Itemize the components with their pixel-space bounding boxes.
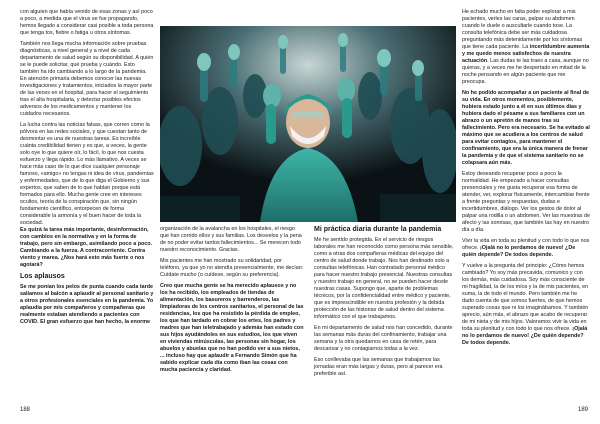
left-paragraph-4: Se me ponían los pelos de punta cuando cada tarde salíamos al balcón a aplaudir al personal sanitario y a otros profesionales esenciales en la pandemia. Yo aplaudía por mis compañeros y compañeras que realmente estaban atendiendo a pacientes con COVID. El gran esfuerzo que han hecho, la enorme <box>20 284 154 325</box>
center-column <box>314 226 456 382</box>
page-number-right: 189 <box>577 407 588 413</box>
middle-column <box>160 226 304 378</box>
left-column <box>20 9 154 330</box>
right-paragraph-2: No he podido acompañar a un paciente al final de su vida. En otros momentos, posiblemente, hubiera estado junto a él en sus últimos días y hubiera dado el pésame a sus familiares con un abrazo o un apretón de manos tras su fallecimiento. Pero era necesario. Se ha evitado al máximo que se acudiera a los centros de salud para evitar contagios, para mantener el confinamiento, que era la única manera de frenar la pandemia y de que el sistema sanitario no se colapsara aún más. <box>462 90 590 166</box>
left-paragraph-2b: En atención primaria debemos conocer las nuevas investigaciones y tratamientos, iniciados la mayor parte de las veces en el hospital, para hacer el seguimiento tras el alta hospitalaria, y detectar posibles efectos adversos de los medicamentos y mantener los cuidados necesarios. <box>20 76 153 117</box>
middle-paragraph-2: Mis pacientes me han mostrado su solidaridad, por teléfono, ya que yo no atendía presencialmente, me decían: Cuídate mucho (o cuídese, según su preferencia). <box>160 258 304 278</box>
left-paragraph-3-bold: Es quizá la tarea más importante, desinformación, con cambios en la normativa y en la forma de trabajo, pero sin embargo, asimilando poco a poco. Cambiando a la fuerza. A contracorriente. Contra viento y marea. ¿Nos hará esto más fuerte o nos agotará? <box>20 227 153 268</box>
section-heading-practica: Mi práctica diaria durante la pandemia <box>314 226 442 233</box>
page-number-left: 188 <box>20 407 31 413</box>
section-heading-aplausos: Los aplausos <box>20 273 65 280</box>
left-paragraph-3: La lucha contra las noticias falsas, que corren como la pólvora en las redes sociales, y que cuestan tanto de desmontar es una de nuestras tareas. Es increíble cuánta credibilidad tienen y es que, a veces, la gente solo oye lo que quiere oír, lo fácil, lo que nos cuesta esfuerzo y llega rápido. Lo más llamativo. A veces se hace más caso de lo que dice cualquier personaje famoso, «amigo» no tengas ni idea de virus, pandemias y enfermedades, que de lo que diga el Gobierno y sus expertos, que saben de lo que hablan porque está formados para ello. Mucha gente cree en intereses ocultos, teoría de la conspiración que, sin ningún fundamento científico, entorpecen de forma considerable la armonía y el buen hacer de toda la sociedad. <box>20 122 154 226</box>
right-paragraph-3: Estoy deseando recuperar poco a poco la normalidad. He empezado a hacer consultas presenciales y me gusta recuperar esa forma de atender, ver, explorar físicamente, intercambiar frente a frente preguntas y respuestas, dudas e incertidumbres, diálogo. Ver los gestos de dolor al palpar una rodilla o un abdomen. Ver las muestras de afecto y las sonrisas, que también las hay en nuestro día a día. <box>462 171 590 233</box>
center-paragraph-2: En mi departamento de salud nos han concedido, durante las semanas más duras del confinamiento, trabajar una semana y la otra quedarnos en casa de retén, para descansar y no contagiarnos todas a la vez. <box>314 325 453 352</box>
right-column <box>462 9 590 351</box>
right-paragraph-5: Y vuelve a la pregunta del principio: ¿Cómo hemos cambiado? Yo soy más precavida, comunico y con los demás, más cuidadosa. Soy más consciente de mi fragilidad, la de los míos y la de mis pacientes, en suma, la de todo el mundo. Pero también me he dado cuenta de que somos fuertes, de que hemos superado cosas que ni los imaginábamos. Y también aprecio, aún más, el abrazo que acabo de recuperar de mi nieta y de mis hijos. Valoramos vivir la vida en toda su plenitud y con todo lo que nos ofrece. ¡Ojalá no lo perdamos de nuevo! ¿De quién depende? De todos depende. <box>462 263 589 346</box>
left-paragraph-2: También nos llega mucha información sobre pruebas diagnósticas, a nivel general y a nivel de cada departamento de salud según su disponibilidad. A quién se le puede solicitar, qué prueba y cuándo. Esto también ha ido cambiando a lo largo de la pandemia. <box>20 41 154 75</box>
middle-paragraph-3: Creo que mucha gente se ha merecido aplausos y no los ha recibido, los empleados de tiendas de alimentación, los basureros y barrenderos, las limpiadoras de los centros sanitarios, el personal de las residencias, los que ha resistido la pérdida de empleo, los que han tardado en cobrar los ertes, los padres y madres que han teletrabajado y además han estado con sus hijos ayudándoles en sus estudios, los que viven en viviendas minúsculas, las personas sin hogar, los abuelos y abuelas que no han podido ver a sus nietos, ... incluso hay que aplaudir a Fernando Simón que ha sabido explicar cada día como iban las cosas con mucha paciencia y claridad. <box>160 283 304 373</box>
right-paragraph-4: Vivir la vida en toda su plenitud y con todo lo que nos ofrece. ¡Ojalá no lo perdamos de nuevo! ¿De quién depende? De todos depende. <box>462 238 590 258</box>
right-paragraph-1: He echado mucho en falta poder explorar a mis pacientes, verles las caras, palpar su abdomen cuando le duele o auscultarle cuando tose. La consulta telefónica debe ser más cuidadosa preguntando más detenidamente por los síntomas que tiene cada paciente. La incertidumbre aumenta y me quedo menos satisfechos de nuestra actuación. Las dudas te las traes a casa, aunque no quieras, y a veces me he despertado en mitad de la noche pensando en algún paciente que me preocupa. <box>462 9 590 85</box>
center-paragraph-1: Me he sentido protegida. En el servicio de riesgos laborales me han reconocido como persona más sensible, como a otras dos compañeras médicas del equipo del centro de salud donde trabajo. Nos han destinado solo a consultas telefónicas. Han contratado personal médico para hacer nuestro trabajo presencial. Nuestras consultas y nuestro trabajo en general, no se pueden hacer desde nuestras casas. Supongo que, aparte de problemas técnicos, por la confidencialidad entre médico y paciente, que es imprescindible en nuestra profesión y la debida protección de las historias de salud dentro del sistema informático con el que trabajamos. <box>314 237 454 320</box>
healthcare-workers-photo <box>160 26 456 222</box>
left-paragraph-1: con alguien que había venido de esas zonas y así poco a poco, a medida que el virus se fue propagando, hemos llegado a considerar casi posible a toda persona que tenga tos, fiebre o fatiga u otros síntomas. <box>20 9 154 36</box>
center-paragraph-3: Eso conllevaba que las semanas que trabajamos las jornadas eran más largas y duras, pero al parecer era preferible así. <box>314 357 443 377</box>
middle-paragraph-1: organización de la avalancha en los hospitales, el riesgo que han corrido ellos y sus familias. Los desvelos y la pena de no poder evitar tantos fallecimientos... Se merecen todo nuestro reconocimiento. Gracias. <box>160 226 302 253</box>
